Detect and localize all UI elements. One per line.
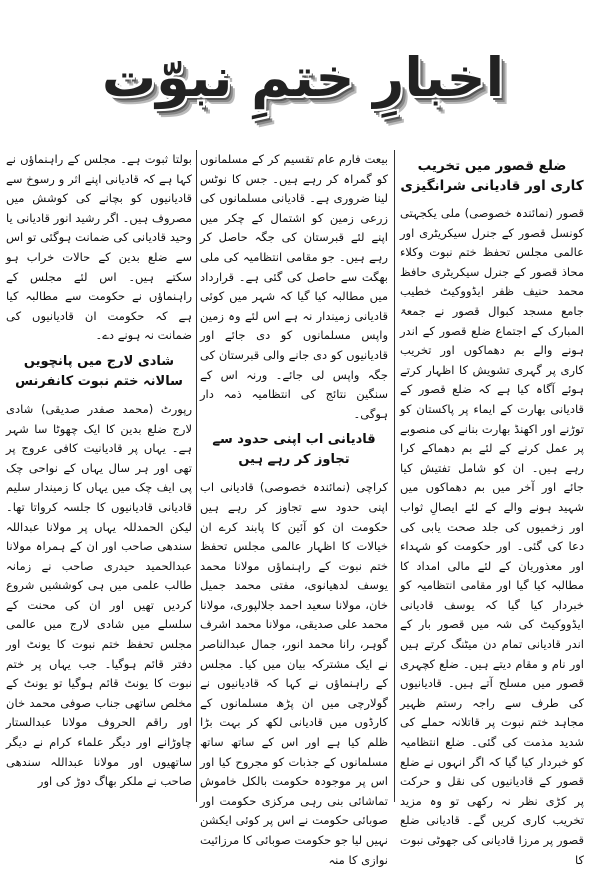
article-body: کراچی (نمائندہ خصوصی) قادیانی اب اپنی حدود سے تجاوز کر رہے ہیں حکومت ان کو آئین کا پابند کرے ان خیالات کا اظہار عالمی مجلس تحفظ ختم نبوت کے راہنماؤں مولانا محمد یوسف لدھیانوی، مفتی محمد جمیل خان، مولانا سعید احمد جلالپوری، مولانا محمد علی صدیقی، مولانا محمد اشرف گوہر، رانا محمد انور، جمال عبدالناصر نے ایک مشترکہ بیان میں کیا۔ مجلس کے راہنماؤں نے کہا کہ قادیانیوں نے گولارچی میں ان پڑھ مسلمانوں کے کارڈوں میں قادیانی لکھ کر بہت بڑا ظلم کیا ہے اور اس کے ساتھ ساتھ مسلمانوں کے جذبات کو مجروح کیا اور اس پر موجودہ حکومت بالکل خاموش تماشائی بنی رہی مرکزی حکومت اور صوبائی حکومت نے اس پر کوئی ایکشن نہیں لیا جو حکومت صوبائی کا مرزائیت نوازی کا منہ <box>200 480 388 867</box>
article-continuation: بیعت فارم عام تقسیم کر کے مسلمانوں کو گمراہ کر رہے ہیں۔ جس کا نوٹس لینا ضروری ہے۔ قادیانی مسلمانوں کی زرعی زمین کو اشتمال کے چکر میں اپنے لئے قبرستان کی جگہ حاصل کر رہے ہیں۔ جو مقامی انتظامیہ کی ملی بھگت سے حاصل کی گئی ہے۔ قرارداد میں مطالبہ کیا گیا کہ شہر میں کوئی قادیانی زمیندار نہ ہے اس لئے وہ زمین واپس مسلمانوں کو دی جائے اور قادیانیوں کو دی جانے والی قبرستان کی جگہ واپس لی جائے۔ ورنہ اس کے سنگین نتائج کی انتظامیہ ذمہ دار ہوگی۔ <box>200 152 388 421</box>
article-headline: شادی لارج میں پانچویں سالانہ ختم نبوت کانفرنس <box>15 353 183 389</box>
article-headline: ضلع قصور میں تخریب کاری اور قادیانی شرانگیزی <box>400 158 584 194</box>
column-divider-left <box>196 150 197 802</box>
right-column <box>400 150 584 867</box>
middle-column <box>200 150 388 867</box>
article-body: قصور (نمائندہ خصوصی) ملی یکجہتی کونسل قصور کے جنرل سیکریٹری اور عالمی مجلس تحفظ ختم نبوت وکلاء محاذ قصور کے جنرل سیکریٹری حافظ محمد حنیف ظفر ایڈووکیٹ خطیب جامع مسجد کبوال قصور نے جمعۃ المبارک کے اجتماع ضلع قصور کے اندر ہونے والے بم دھماکوں اور تخریب کاری پر گہری تشویش کا اظہار کرتے ہوئے آگاہ کیا ہے کہ ضلع قصور کے قادیانی بھارت کے ایماء پر پاکستان کو توڑنے اور اکھنڈ بھارت بنانے کی منصوبے پر عمل کرنے کے لئے بم دھماکے کرا رہے ہیں۔ ان کو شامل تفتیش کیا جائے اور آخر میں بم دھماکوں میں شہید ہونے والے کے لئے ایصالِ ثواب اور زخمیوں کی جلد صحت یابی کی دعا کی گئی۔ اور حکومت کو شہداء اور معذوریان کے لئے مالی امداد کا مطالبہ کیا گیا اور مقامی انتظامیہ کو خبردار کیا گیا کہ یوسف قادیانی ایڈووکیٹ کی شہ میں قصور بار کے اندر قادیانی تمام دن میٹنگ کرتے ہیں اور نام و مقام دیتے ہیں۔ ضلع کچہری قصور میں مسلح آتے ہیں۔ قادیانیوں کی طرف سے راجہ رستم ظہیر مجاہد ختم نبوت پر قاتلانہ حملے کی شدید مذمت کی گئی۔ ضلع انتظامیہ کو خبردار کیا گیا کہ اگر انہوں نے ضلع قصور کے قادیانیوں کی نقل و حرکت پر کڑی نظر نہ رکھی تو وہ مزید تخریب کاری کریں گے۔ قادیانی ضلع قصور پر مرزا قادیانی کی جھوٹی نبوت کا <box>400 206 584 867</box>
masthead-title: اخبارِ ختمِ نبوّت <box>101 45 505 109</box>
left-column <box>6 150 192 802</box>
column-divider-right <box>394 150 395 802</box>
article-headline: قادیانی اب اپنی حدود سے تجاوز کر رہے ہیں <box>212 432 376 468</box>
article-continuation: بولتا ثبوت ہے۔ مجلس کے راہنماؤں نے کہا ہے کہ قادیانی اپنے اثر و رسوخ سے قادیانیوں کو بچانے کی کوشش میں مصروف ہیں۔ اگر رشید انور قادیانی یا وحید قادیانی کی ضمانت ہوگئی تو اس سے ضلع بدین کے حالات خراب ہو سکتے ہیں۔ اس لئے مجلس کے راہنماؤں نے حکومت سے مطالبہ کیا ہے کہ حکومت ان قادیانیوں کی ضمانت نہ ہونے دے۔ <box>6 152 192 343</box>
article-body: رپورٹ (محمد صفدر صدیقی) شادی لارج ضلع بدین کا ایک چھوٹا سا شہر ہے۔ یہاں پر قادیانیت کافی عروج پر تھی اور ہر سال یہاں کے نواحی چک پی ایف چک میں یہاں کا زمیندار سلیم قادیانی قادیانیوں کا جلسہ کرواتا تھا۔ لیکن الحمدللہ یہاں پر مولانا عبداللہ سندھی صاحب اور ان کے ہمراہ مولانا عبدالحمید حیدری صاحب نے زمانہ طالب علمی میں ہی کوششیں شروع کردیں تھیں اور ان کی محنت کے سلسلے میں شادی لارج میں عالمی مجلس تحفظ ختم نبوت کا یونٹ اور دفتر قائم ہوگیا۔ جب یہاں پر ختم نبوت کا یونٹ قائم ہوگیا تو یونٹ کے مخلص ساتھی جناب صوفی محمد خان اور راقم الحروف مولانا عبدالستار چاوڑانے اور دیگر علماء کرام نے دیگر ساتھیوں اور مولانا عبداللہ سندھی صاحب نے ملکر بھاگ دوڑ کی اور <box>6 401 192 789</box>
masthead <box>78 28 528 126</box>
